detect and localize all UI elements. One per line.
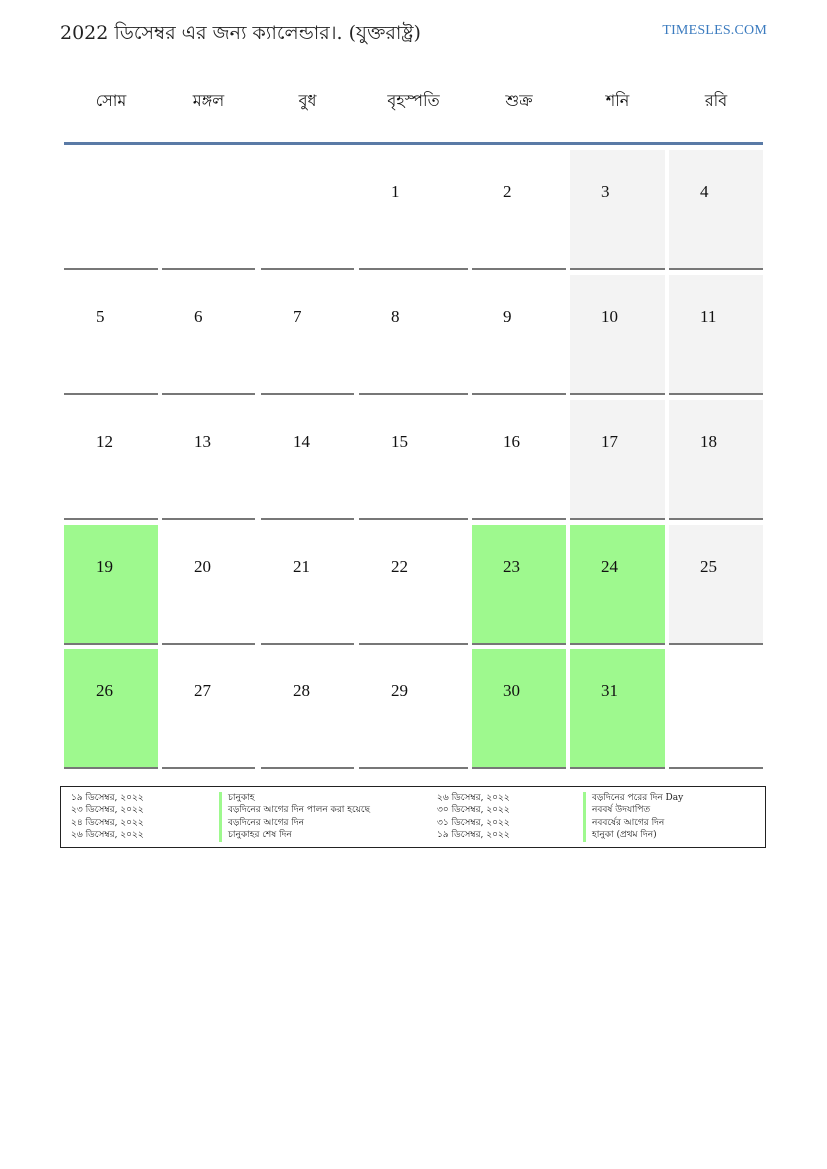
day-number: 25 [700, 557, 717, 576]
day-number: 11 [700, 307, 717, 326]
legend-holiday-name: বড়দিনের পরের দিন Day [583, 792, 683, 804]
day-number: 17 [601, 432, 618, 451]
day-cell[interactable] [570, 649, 665, 769]
day-number: 24 [601, 557, 618, 576]
weekday-label: বুধ [298, 91, 317, 110]
day-number: 1 [391, 182, 400, 201]
header-divider [64, 142, 763, 145]
calendar-week-row [64, 400, 763, 520]
legend-right-names [583, 792, 683, 842]
day-cell[interactable] [162, 649, 255, 769]
day-cell[interactable] [64, 525, 158, 645]
weekday-label: রবি [704, 91, 728, 110]
legend-date: ২৩ ডিসেম্বর, ২০২২ [71, 805, 144, 816]
brand-link[interactable]: TIMESLES.COM [662, 23, 767, 38]
day-cell[interactable] [669, 150, 763, 270]
day-number: 28 [293, 681, 310, 700]
empty-day-cell [669, 649, 763, 769]
empty-day-cell [64, 150, 158, 270]
day-cell[interactable] [472, 525, 566, 645]
weekday-label: শুক্র [505, 91, 533, 110]
legend-holiday-name: চানুকাহ [219, 792, 370, 804]
day-number: 31 [601, 681, 618, 700]
weekday-label: মঙ্গল [192, 91, 225, 110]
day-number: 16 [503, 432, 520, 451]
day-cell[interactable] [359, 649, 468, 769]
legend-date: ৩০ ডিসেম্বর, ২০২২ [437, 805, 510, 816]
day-cell[interactable] [359, 400, 468, 520]
day-number: 9 [503, 307, 512, 326]
day-number: 7 [293, 307, 302, 326]
day-number: 10 [601, 307, 618, 326]
weekday-label: শনি [605, 91, 630, 110]
day-cell[interactable] [64, 649, 158, 769]
day-cell[interactable] [669, 400, 763, 520]
day-cell[interactable] [359, 150, 468, 270]
day-cell[interactable] [261, 275, 354, 395]
day-number: 8 [391, 307, 400, 326]
day-cell[interactable] [472, 275, 566, 395]
day-number: 6 [194, 307, 203, 326]
day-cell[interactable] [261, 525, 354, 645]
day-cell[interactable] [472, 150, 566, 270]
day-cell[interactable] [669, 525, 763, 645]
day-number: 21 [293, 557, 310, 576]
day-cell[interactable] [261, 649, 354, 769]
day-number: 2 [503, 182, 512, 201]
calendar-week-row [64, 150, 763, 270]
legend-date: ২৪ ডিসেম্বর, ২০২২ [71, 817, 144, 828]
day-cell[interactable] [570, 400, 665, 520]
day-cell[interactable] [472, 400, 566, 520]
day-cell[interactable] [64, 400, 158, 520]
day-cell[interactable] [261, 400, 354, 520]
day-number: 4 [700, 182, 709, 201]
weekday-label: বৃহস্পতি [387, 91, 440, 110]
legend-holiday-name: বড়দিনের আগের দিন [219, 817, 370, 829]
day-number: 30 [503, 681, 520, 700]
legend-date: ৩১ ডিসেম্বর, ২০২২ [437, 817, 510, 828]
day-number: 29 [391, 681, 408, 700]
day-number: 18 [700, 432, 717, 451]
day-cell[interactable] [570, 150, 665, 270]
empty-day-cell [261, 150, 354, 270]
legend-holiday-name: হানুকা (প্রথম দিন) [583, 829, 683, 841]
day-cell[interactable] [669, 275, 763, 395]
day-number: 20 [194, 557, 211, 576]
legend-holiday-name: বড়দিনের আগের দিন পালন করা হয়েছে [219, 804, 370, 816]
day-cell[interactable] [359, 275, 468, 395]
legend-date: ২৬ ডিসেম্বর, ২০২২ [71, 830, 144, 841]
day-number: 27 [194, 681, 211, 700]
day-cell[interactable] [162, 275, 255, 395]
calendar-week-row [64, 275, 763, 395]
legend-date: ২৬ ডিসেম্বর, ২০২২ [437, 793, 510, 803]
legend-holiday-name: নববর্ষের আগের দিন [583, 817, 683, 829]
day-number: 3 [601, 182, 610, 201]
weekday-label: সোম [95, 91, 127, 110]
day-cell[interactable] [472, 649, 566, 769]
day-cell[interactable] [162, 400, 255, 520]
day-number: 19 [96, 557, 113, 576]
calendar-week-row [64, 525, 763, 645]
day-cell[interactable] [64, 275, 158, 395]
day-number: 15 [391, 432, 408, 451]
day-number: 13 [194, 432, 211, 451]
day-number: 23 [503, 557, 520, 576]
day-number: 14 [293, 432, 310, 451]
calendar-week-row [64, 649, 763, 769]
day-number: 26 [96, 681, 113, 700]
legend-holiday-name: নববর্ষ উদযাপিত [583, 804, 683, 816]
day-cell[interactable] [570, 275, 665, 395]
day-number: 22 [391, 557, 408, 576]
legend-holiday-name: চানুকাহর শেষ দিন [219, 829, 370, 841]
legend-date: ১৯ ডিসেম্বর, ২০২২ [71, 793, 144, 803]
day-cell[interactable] [570, 525, 665, 645]
day-number: 12 [96, 432, 113, 451]
page-title: 2022 ডিসেম্বর এর জন্য ক্যালেন্ডার।. (যুক্তরাষ্ট্র) [60, 22, 421, 44]
holiday-legend [60, 786, 766, 848]
empty-day-cell [162, 150, 255, 270]
legend-date: ১৯ ডিসেম্বর, ২০২২ [437, 830, 510, 841]
legend-left-dates [71, 792, 144, 842]
day-cell[interactable] [162, 525, 255, 645]
legend-right-dates [437, 792, 510, 842]
day-number: 5 [96, 307, 105, 326]
legend-left-names [219, 792, 370, 842]
day-cell[interactable] [359, 525, 468, 645]
